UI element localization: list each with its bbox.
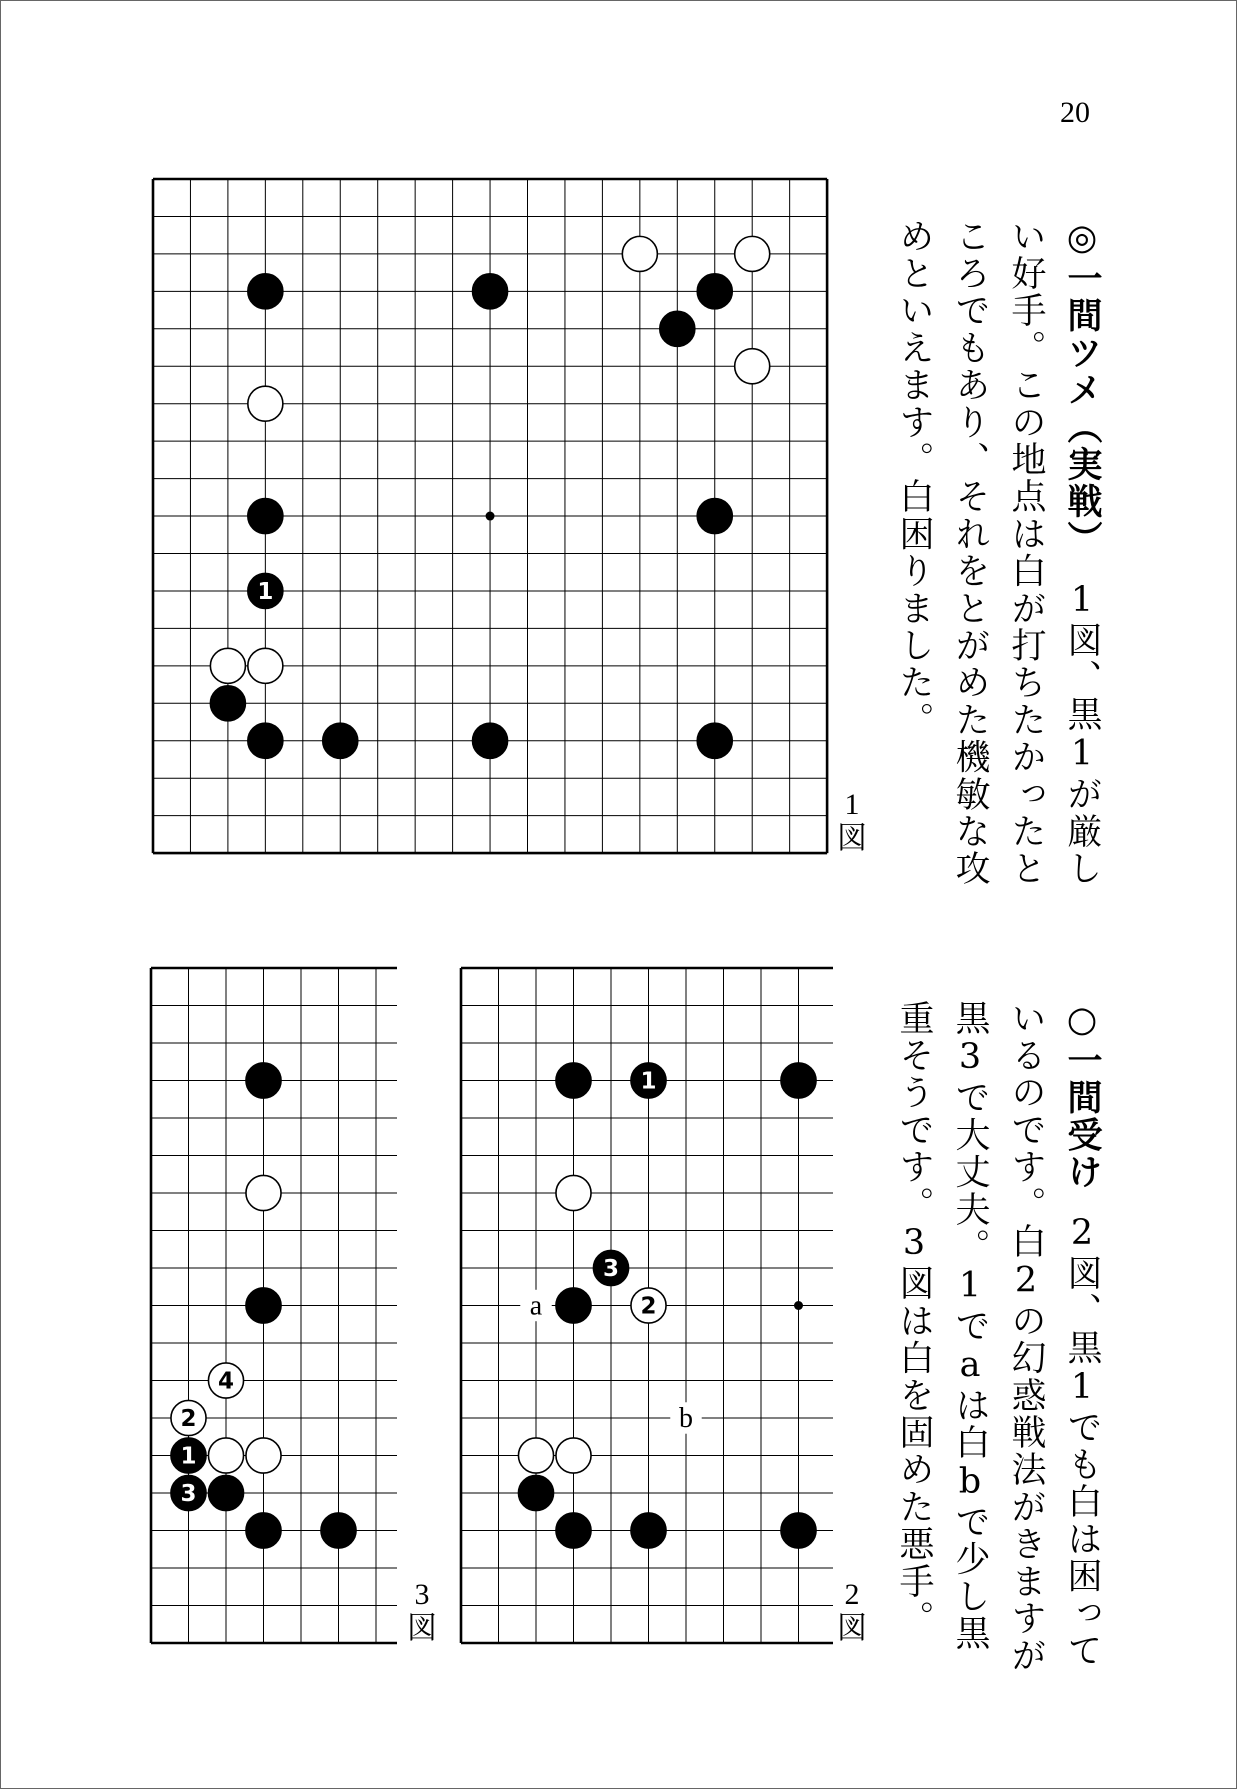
black-stone [556,1513,591,1548]
black-stone [248,723,283,758]
black-stone [697,274,732,309]
black-stone [321,1513,356,1548]
move-number: 1 [640,1068,657,1095]
hoshi-point [794,1301,803,1310]
white-stone [556,1438,591,1473]
black-stone [518,1475,553,1510]
paragraph-heading: ○一間受け [1062,1000,1102,1191]
black-stone [781,1063,816,1098]
white-stone [518,1438,553,1473]
black-stone [631,1513,666,1548]
go-board-diagram-1 [153,179,829,855]
diagram-3-number: 3 [414,1578,430,1611]
black-stone [246,1288,281,1323]
black-stone [556,1288,591,1323]
white-stone [248,648,283,683]
black-stone [246,1513,281,1548]
black-stone [248,274,283,309]
diagram-3-suffix: 図 [407,1612,437,1645]
white-stone [556,1175,591,1210]
move-number: 3 [602,1256,620,1282]
black-stone [473,274,508,309]
black-stone [473,723,508,758]
paragraph-body: 1図、黒1が厳しい好手。この地点は白が打ちたかったところでもあり、それをとがめた機敏な攻めといえます。白困りました。 [894,218,1102,888]
paragraph-heading: ◎一間ツメ（実戦） [1062,218,1102,558]
black-stone [248,499,283,534]
page-number: 20 [1060,96,1090,129]
black-stone [323,723,358,758]
black-stone [781,1513,816,1548]
hoshi-point [486,512,495,521]
white-stone [248,386,283,421]
white-stone [208,1438,243,1473]
black-stone [208,1475,243,1510]
black-stone [556,1063,591,1098]
white-stone [735,349,770,384]
paragraph-body: 2図、黒1でも白は困っているのです。白2の幻惑戦法がきますが黒3で大丈夫。1でaは白bで少し黒重そうです。3図は白を固めた悪手。 [894,1000,1102,1675]
move-number: 2 [180,1406,197,1432]
paragraph-ikken-uke [886,1000,1110,1680]
move-number: 1 [180,1443,197,1470]
diagram-1-number: 1 [844,788,860,821]
white-stone [246,1438,281,1473]
move-number: 1 [257,578,274,605]
board-letter-label: a [529,1290,543,1322]
black-stone [697,723,732,758]
paragraph-ikken-tsume [886,218,1110,898]
diagram-1-caption [832,788,872,856]
black-stone [660,311,695,346]
diagram-3-caption [402,1578,442,1646]
white-stone [622,236,657,271]
move-number: 4 [217,1368,235,1395]
white-stone [246,1175,281,1210]
black-stone [697,499,732,534]
diagram-2-caption [832,1578,872,1646]
white-stone [210,648,245,683]
black-stone [246,1063,281,1098]
black-stone [210,686,245,721]
diagram-2-number: 2 [844,1578,860,1611]
go-board-diagram-3 [151,968,397,1645]
go-board-diagram-2 [461,968,833,1645]
white-stone [735,236,770,271]
move-number: 3 [180,1481,197,1507]
diagram-1-suffix: 図 [837,822,867,855]
board-letter-label: b [679,1403,693,1434]
move-number: 2 [640,1293,657,1320]
diagram-2-suffix: 図 [837,1612,867,1645]
